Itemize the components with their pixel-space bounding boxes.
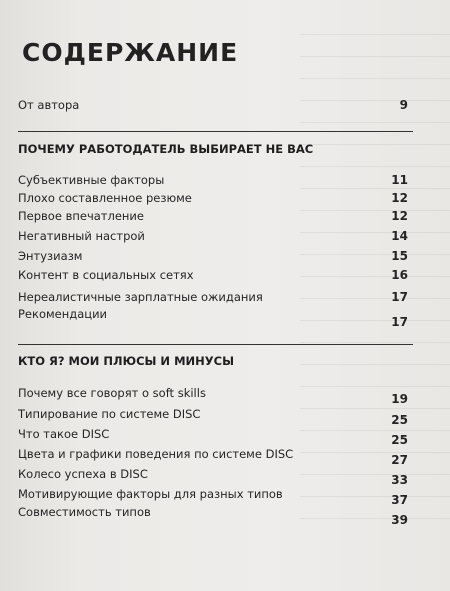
toc-entry-label: Рекомендации <box>18 307 108 321</box>
toc-entry-label: Что такое DISC <box>18 427 110 441</box>
toc-entry-page: 25 <box>391 433 408 447</box>
toc-entry-page: 12 <box>391 209 408 223</box>
toc-entry-label: Почему все говорят о soft skills <box>18 386 206 400</box>
section-divider <box>18 131 413 132</box>
toc-entry-label: Типирование по системе DISC <box>18 407 201 421</box>
toc-entry-label: Первое впечатление <box>18 209 144 223</box>
show-through-text <box>300 20 450 540</box>
toc-entry-label: От автора <box>18 98 80 112</box>
section-divider <box>18 344 413 345</box>
toc-entry-label: Цвета и графики поведения по системе DISC <box>18 447 294 461</box>
toc-entry-label: Колесо успеха в DISC <box>18 467 148 481</box>
toc-entry-page: 17 <box>391 290 408 304</box>
toc-entry-label: Субъективные факторы <box>18 173 165 187</box>
toc-entry-page: 33 <box>391 473 408 487</box>
toc-entry-page: 11 <box>391 173 408 187</box>
toc-entry-label: Совместимость типов <box>18 505 151 519</box>
toc-entry-page: 19 <box>391 392 408 406</box>
toc-entry-label: Плохо составленное резюме <box>18 191 192 205</box>
page-title: СОДЕРЖАНИЕ <box>22 38 239 67</box>
toc-entry-label: Нереалистичные зарплатные ожидания <box>18 290 263 304</box>
toc-entry-page: 16 <box>391 268 408 282</box>
toc-entry-page: 14 <box>391 229 408 243</box>
toc-entry-label: Мотивирующие факторы для разных типов <box>18 487 283 501</box>
toc-entry-page: 9 <box>399 98 408 112</box>
toc-entry-page: 27 <box>391 453 408 467</box>
toc-entry-label: Негативный настрой <box>18 229 145 243</box>
toc-entry-page: 37 <box>391 493 408 507</box>
toc-entry-page: 17 <box>391 315 408 329</box>
toc-entry-page: 25 <box>391 413 408 427</box>
toc-entry-label: Контент в социальных сетях <box>18 268 194 282</box>
toc-entry-label: Энтузиазм <box>18 249 83 263</box>
section-heading: ПОЧЕМУ РАБОТОДАТЕЛЬ ВЫБИРАЕТ НЕ ВАС <box>18 142 314 156</box>
toc-entry-page: 12 <box>391 191 408 205</box>
section-heading: КТО Я? МОИ ПЛЮСЫ И МИНУСЫ <box>18 354 234 368</box>
toc-entry-page: 39 <box>391 513 408 527</box>
toc-entry-page: 15 <box>391 249 408 263</box>
